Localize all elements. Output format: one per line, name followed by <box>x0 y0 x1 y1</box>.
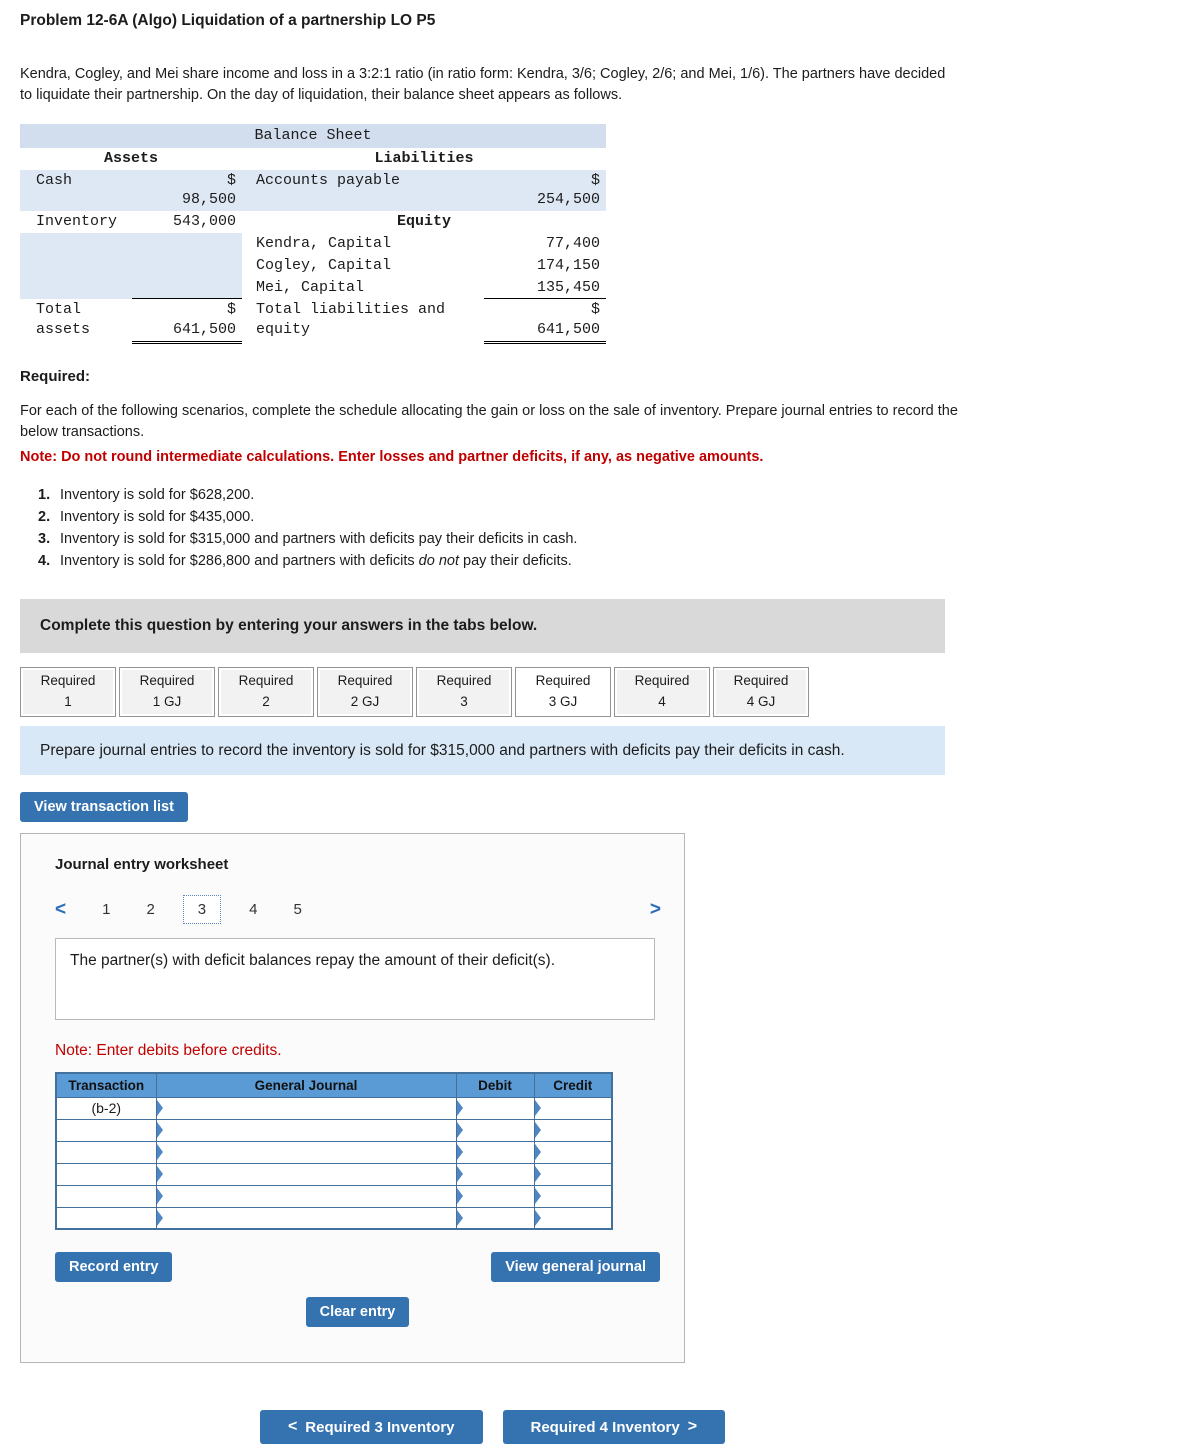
tab-required-3[interactable]: Required 3 <box>416 667 512 717</box>
debit-cell[interactable] <box>456 1097 534 1119</box>
cash-label: Cash <box>20 170 132 212</box>
account-title-cell[interactable] <box>156 1119 456 1141</box>
debit-cell[interactable] <box>456 1163 534 1185</box>
accounts-payable-amount: $ 254,500 <box>484 170 606 212</box>
tab-required-1[interactable]: Required 1 <box>20 667 116 717</box>
worksheet-pager <box>55 895 667 924</box>
journal-row <box>56 1207 612 1229</box>
cash-amount: $ 98,500 <box>132 170 242 212</box>
debit-cell[interactable] <box>456 1207 534 1229</box>
cell-marker-icon <box>457 1144 463 1160</box>
tab-required-4-gj[interactable]: Required 4 GJ <box>713 667 809 717</box>
cogley-capital-amount: 174,150 <box>536 256 600 274</box>
cell-marker-icon <box>157 1122 163 1138</box>
total-liabilities-amount: $ 641,500 <box>484 299 606 343</box>
total-assets-amount: $ 641,500 <box>132 299 242 343</box>
account-title-cell[interactable] <box>156 1207 456 1229</box>
credit-cell[interactable] <box>534 1163 612 1185</box>
transaction-cell <box>56 1185 156 1207</box>
credit-cell[interactable] <box>534 1097 612 1119</box>
transaction-cell <box>56 1163 156 1185</box>
inventory-amount: 543,000 <box>172 213 236 231</box>
prev-required-button[interactable]: < Required 3 Inventory <box>260 1410 483 1444</box>
credit-cell[interactable] <box>534 1119 612 1141</box>
cell-marker-icon <box>535 1188 541 1204</box>
cell-marker-icon <box>535 1122 541 1138</box>
record-entry-button[interactable]: Record entry <box>55 1252 172 1282</box>
worksheet-buttons <box>55 1252 660 1282</box>
cell-marker-icon <box>457 1100 463 1116</box>
accounts-payable-label: Accounts payable <box>242 170 484 212</box>
chevron-left-icon: < <box>287 1418 298 1436</box>
required-instructions: For each of the following scenarios, complete the schedule allocating the gain or loss on the sale of inventory. Prepare journal entries to record the below transactions. <box>20 403 958 441</box>
assets-header: Assets <box>103 149 158 167</box>
item-text: Inventory is sold for $435,000. <box>60 509 255 526</box>
prev-page-chevron-icon[interactable]: < <box>55 898 67 920</box>
chevron-right-icon: > <box>687 1418 698 1436</box>
mei-capital-label: Mei, Capital <box>256 278 365 296</box>
liabilities-header: Liabilities <box>374 149 474 167</box>
intro-text: Kendra, Cogley, and Mei share income and loss in a 3:2:1 ratio (in ratio form: Kendra, 3/6; Cogley, 2/6; and Mei, 1/6). The partners have decided to liquidate their partnership. On the day of liquidation, their balance sheet appears as follows. <box>20 66 946 104</box>
account-title-cell[interactable] <box>156 1185 456 1207</box>
column-header-general-journal: General Journal <box>156 1073 456 1097</box>
task-description-panel: Prepare journal entries to record the inventory is sold for $315,000 and partners with deficits pay their deficits in cash. <box>20 726 945 775</box>
credit-cell[interactable] <box>534 1141 612 1163</box>
worksheet-title: Journal entry worksheet <box>55 856 229 874</box>
cell-marker-icon <box>157 1144 163 1160</box>
view-general-journal-button[interactable]: View general journal <box>491 1252 660 1282</box>
transaction-description-box: The partner(s) with deficit balances repay the amount of their deficit(s). <box>55 938 655 1020</box>
page-title: Problem 12-6A (Algo) Liquidation of a partnership LO P5 <box>20 12 436 29</box>
assets-empty-area <box>20 233 242 299</box>
total-assets-dollar-sign: $ <box>226 301 236 319</box>
equity-header: Equity <box>396 213 451 231</box>
instruction-banner: Complete this question by entering your answers in the tabs below. <box>20 599 945 653</box>
page-number-2[interactable]: 2 <box>146 901 155 919</box>
view-transaction-list-button[interactable]: View transaction list <box>20 792 188 822</box>
required-tabs <box>20 667 1172 717</box>
column-header-debit: Debit <box>456 1073 534 1097</box>
total-assets-label: Total assets <box>36 300 91 338</box>
next-page-chevron-icon[interactable]: > <box>649 898 661 920</box>
column-header-transaction: Transaction <box>56 1073 156 1097</box>
mei-capital-amount: 135,450 <box>536 278 600 296</box>
journal-row <box>56 1097 612 1119</box>
kendra-capital-label: Kendra, Capital <box>256 235 392 253</box>
debits-note: Note: Enter debits before credits. <box>55 1042 282 1060</box>
cell-marker-icon <box>535 1210 541 1226</box>
journal-row <box>56 1185 612 1207</box>
debit-cell[interactable] <box>456 1141 534 1163</box>
cell-marker-icon <box>457 1188 463 1204</box>
journal-entry-worksheet <box>20 833 685 1363</box>
account-title-cell[interactable] <box>156 1141 456 1163</box>
journal-row <box>56 1141 612 1163</box>
page-number-4[interactable]: 4 <box>249 901 258 919</box>
accounts-payable-dollar-sign: $ <box>590 171 600 189</box>
journal-row <box>56 1119 612 1141</box>
cell-marker-icon <box>535 1166 541 1182</box>
item-number: 1. <box>38 487 51 504</box>
kendra-capital-amount: 77,400 <box>545 235 600 253</box>
debit-cell[interactable] <box>456 1185 534 1207</box>
cell-marker-icon <box>457 1122 463 1138</box>
transaction-cell <box>56 1141 156 1163</box>
item-number: 2. <box>38 509 51 526</box>
cell-marker-icon <box>535 1100 541 1116</box>
cell-marker-icon <box>157 1100 163 1116</box>
footer-navigation <box>20 1410 965 1444</box>
credit-cell[interactable] <box>534 1185 612 1207</box>
inventory-label: Inventory <box>36 213 118 231</box>
balance-sheet <box>20 124 606 344</box>
account-title-cell[interactable] <box>156 1097 456 1119</box>
cash-dollar-sign: $ <box>226 171 236 189</box>
cell-marker-icon <box>157 1188 163 1204</box>
cell-marker-icon <box>457 1210 463 1226</box>
tab-required-2[interactable]: Required 2 <box>218 667 314 717</box>
page-number-3-active[interactable]: 3 <box>183 895 221 924</box>
item-text: Inventory is sold for $286,800 and partners with deficits do not pay their deficits. <box>60 553 572 570</box>
item-text: Inventory is sold for $315,000 and partners with deficits pay their deficits in cash. <box>60 531 578 548</box>
tab-required-1-gj[interactable]: Required 1 GJ <box>119 667 215 717</box>
cell-marker-icon <box>157 1210 163 1226</box>
balance-sheet-title: Balance Sheet <box>20 124 606 148</box>
tab-required-3-gj[interactable]: Required 3 GJ <box>515 667 611 717</box>
required-heading: Required: <box>20 368 91 385</box>
required-item <box>38 531 1172 547</box>
total-liabilities-dollar-sign: $ <box>590 301 600 319</box>
required-note: Note: Do not round intermediate calculations. Enter losses and partner deficits, if any, as negative amounts. <box>20 449 764 466</box>
page-number-5[interactable]: 5 <box>293 901 302 919</box>
account-title-cell[interactable] <box>156 1163 456 1185</box>
total-liabilities-label: Total liabilities and equity <box>256 300 446 338</box>
credit-cell[interactable] <box>534 1207 612 1229</box>
clear-entry-row <box>55 1297 660 1327</box>
tab-required-2-gj[interactable]: Required 2 GJ <box>317 667 413 717</box>
required-list <box>38 487 1172 569</box>
transaction-cell <box>56 1119 156 1141</box>
next-required-button[interactable]: Required 4 Inventory > <box>503 1410 726 1444</box>
journal-table <box>55 1072 613 1230</box>
clear-entry-button[interactable]: Clear entry <box>306 1297 410 1327</box>
column-header-credit: Credit <box>534 1073 612 1097</box>
debit-cell[interactable] <box>456 1119 534 1141</box>
transaction-cell: (b-2) <box>56 1097 156 1119</box>
item-text: Inventory is sold for $628,200. <box>60 487 255 504</box>
transaction-cell <box>56 1207 156 1229</box>
required-item <box>38 487 1172 503</box>
cogley-capital-label: Cogley, Capital <box>256 256 392 274</box>
required-item <box>38 509 1172 525</box>
tab-required-4[interactable]: Required 4 <box>614 667 710 717</box>
cell-marker-icon <box>535 1144 541 1160</box>
item-number: 4. <box>38 553 51 570</box>
cell-marker-icon <box>457 1166 463 1182</box>
item-number: 3. <box>38 531 51 548</box>
required-item <box>38 553 1172 569</box>
page-number-1[interactable]: 1 <box>102 901 111 919</box>
journal-row <box>56 1163 612 1185</box>
cell-marker-icon <box>157 1166 163 1182</box>
